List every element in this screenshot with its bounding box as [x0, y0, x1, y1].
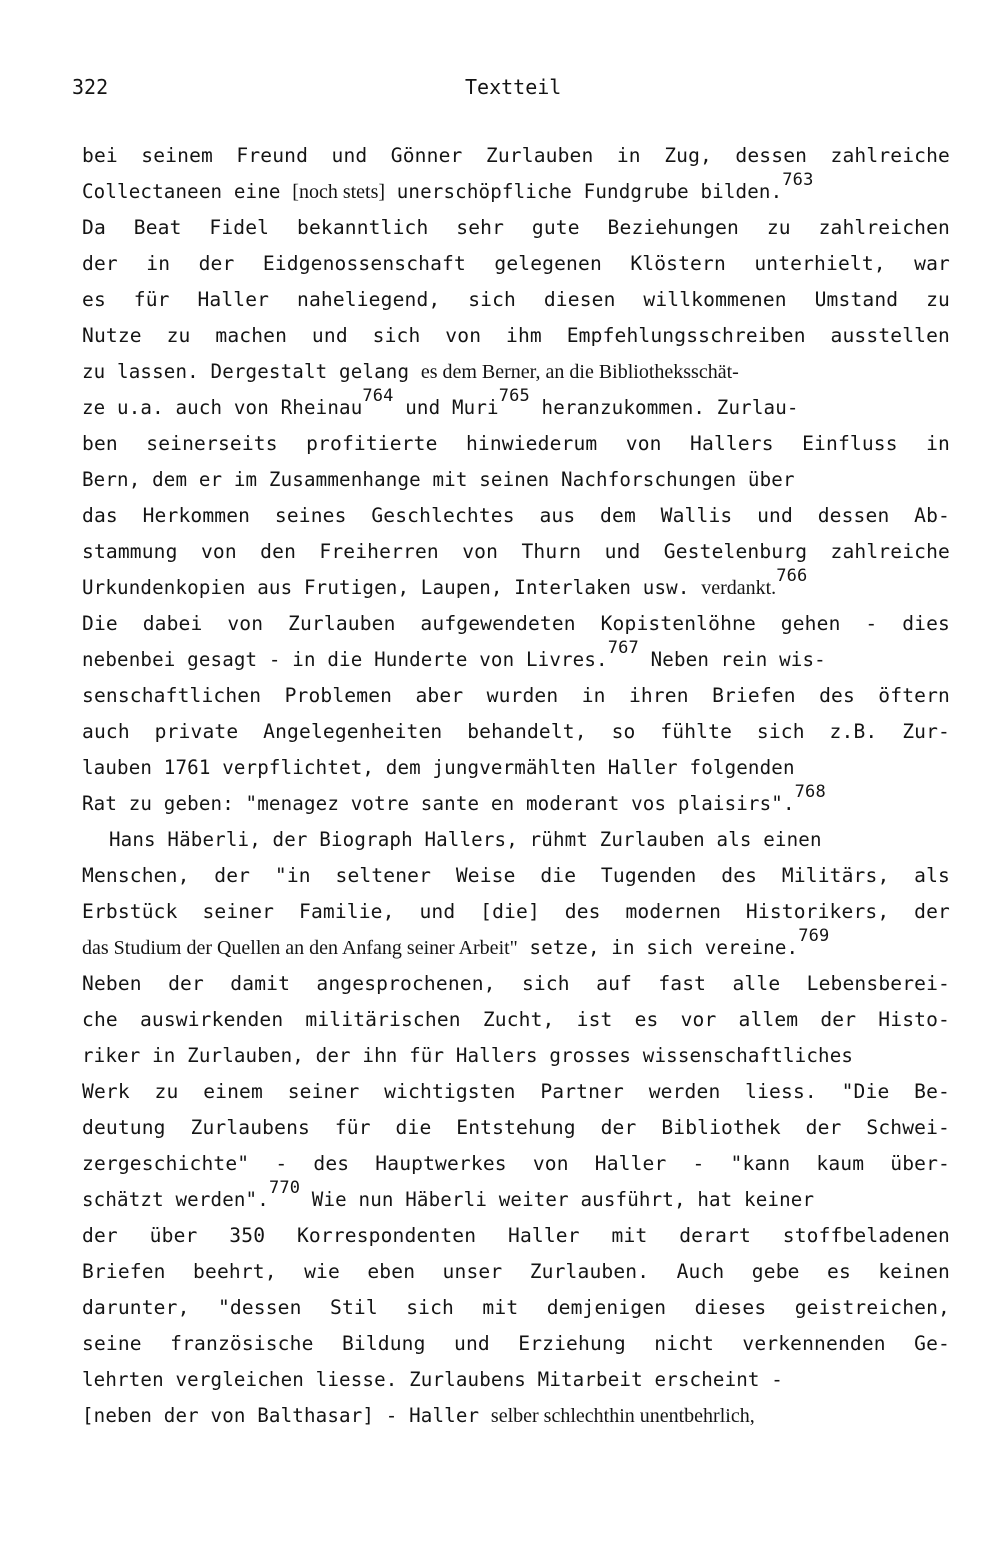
text-line: riker in Zurlauben, der ihn für Hallers grosses wissenschaftliches — [82, 1044, 854, 1067]
text-line: stammung von den Freiherren von Thurn und Gestelenburg zahlreiche — [82, 540, 950, 563]
text-segment: zu lassen. Dergestalt gelang — [82, 360, 421, 383]
page-header — [72, 72, 952, 102]
text-line — [82, 566, 982, 606]
text-line — [82, 926, 982, 966]
footnote-ref-763: 763 — [782, 170, 814, 190]
text-line: zergeschichte" - des Hauptwerkes von Haller - "kann kaum über- — [82, 1152, 950, 1175]
text-line — [82, 638, 982, 678]
text-line: Da Beat Fidel bekanntlich sehr gute Beziehungen zu zahlreichen — [82, 216, 950, 239]
text-line: Nutze zu machen und sich von ihm Empfehlungsschreiben ausstellen — [82, 324, 950, 347]
text-line: senschaftlichen Problemen aber wurden in ihren Briefen des öftern — [82, 684, 950, 707]
text-segment: nebenbei gesagt - in die Hunderte von Livres. — [82, 648, 608, 671]
text-line — [82, 1398, 982, 1434]
footnote-ref-769: 769 — [798, 926, 830, 946]
text-line: Werk zu einem seiner wichtigsten Partner werden liess. "Die Be- — [82, 1080, 950, 1103]
text-line: der über 350 Korrespondenten Haller mit derart stoffbeladenen — [82, 1224, 950, 1247]
text-line: Hans Häberli, der Biograph Hallers, rühmt Zurlauben als einen — [109, 828, 822, 851]
text-segment: Neben rein wis- — [638, 648, 826, 671]
text-line — [82, 354, 982, 390]
text-line — [82, 170, 982, 210]
text-line: der in der Eidgenossenschaft gelegenen Klöstern unterhielt, war — [82, 252, 950, 275]
text-segment: unerschöpfliche Fundgrube bilden. — [385, 180, 783, 203]
text-segment: und Muri — [393, 396, 499, 419]
running-head: Textteil — [465, 75, 562, 99]
text-segment: schätzt werden". — [82, 1188, 269, 1211]
text-line: Bern, dem er im Zusammenhange mit seinen Nachforschungen über — [82, 468, 795, 491]
text-line — [82, 386, 982, 426]
footnote-ref-767: 767 — [607, 638, 639, 658]
text-line: lehrten vergleichen liesse. Zurlaubens Mitarbeit erscheint - — [82, 1368, 783, 1391]
text-line — [82, 782, 982, 822]
text-line: ben seinerseits profitierte hinwiederum von Hallers Einfluss in — [82, 432, 950, 455]
text-segment: Urkundenkopien aus Frutigen, Laupen, Interlaken usw. — [82, 576, 702, 599]
text-line: Menschen, der "in seltener Weise die Tugenden des Militärs, als — [82, 864, 950, 887]
text-segment: Wie nun Häberli weiter ausführt, hat keiner — [300, 1188, 815, 1211]
text-line: Die dabei von Zurlauben aufgewendeten Kopistenlöhne gehen - dies — [82, 612, 950, 635]
text-line: Erbstück seiner Familie, und [die] des modernen Historikers, der — [82, 900, 950, 923]
text-line: das Herkommen seines Geschlechtes aus dem Wallis und dessen Ab- — [82, 504, 950, 527]
inserted-text: selber schlechthin unentbehrlich, — [490, 1405, 755, 1427]
text-segment: setze, in sich vereine. — [517, 936, 799, 959]
text-segment: Rat zu geben: "menagez votre sante en moderant vos plaisirs". — [82, 792, 795, 815]
text-line: deutung Zurlaubens für die Entstehung der Bibliothek der Schwei- — [82, 1116, 950, 1139]
text-line: auch private Angelegenheiten behandelt, so fühlte sich z.B. Zur- — [82, 720, 950, 743]
text-segment: Collectaneen eine — [82, 180, 293, 203]
text-segment: [neben der von Balthasar] - Haller — [82, 1404, 491, 1427]
inserted-text: das Studium der Quellen an den Anfang seiner Arbeit" — [82, 937, 518, 959]
text-line: che auswirkenden militärischen Zucht, ist es vor allem der Histo- — [82, 1008, 950, 1031]
body-text — [82, 138, 982, 1434]
text-segment: heranzukommen. Zurlau- — [529, 396, 799, 419]
text-line: Briefen beehrt, wie eben unser Zurlauben. Auch gebe es keinen — [82, 1260, 950, 1283]
text-line: Neben der damit angesprochenen, sich auf fast alle Lebensberei- — [82, 972, 950, 995]
text-line: es für Haller naheliegend, sich diesen willkommenen Umstand zu — [82, 288, 950, 311]
text-line: lauben 1761 verpflichtet, dem jungvermählten Haller folgenden — [82, 756, 795, 779]
footnote-ref-768: 768 — [794, 782, 826, 802]
footnote-ref-765: 765 — [498, 386, 530, 406]
text-line: darunter, "dessen Stil sich mit demjenigen dieses geistreichen, — [82, 1296, 950, 1319]
inserted-text: [noch stets] — [292, 181, 386, 203]
footnote-ref-770: 770 — [268, 1178, 301, 1198]
page-number: 322 — [72, 75, 109, 99]
text-line — [82, 1178, 982, 1218]
text-segment: ze u.a. auch von Rheinau — [82, 396, 363, 419]
footnote-ref-764: 764 — [362, 386, 394, 406]
text-line: bei seinem Freund und Gönner Zurlauben in Zug, dessen zahlreiche — [82, 144, 950, 167]
inserted-text: verdankt. — [701, 577, 777, 599]
inserted-text: es dem Berner, an die Bibliotheksschät- — [420, 361, 739, 383]
footnote-ref-766: 766 — [776, 566, 808, 586]
text-line: seine französische Bildung und Erziehung nicht verkennenden Ge- — [82, 1332, 950, 1355]
